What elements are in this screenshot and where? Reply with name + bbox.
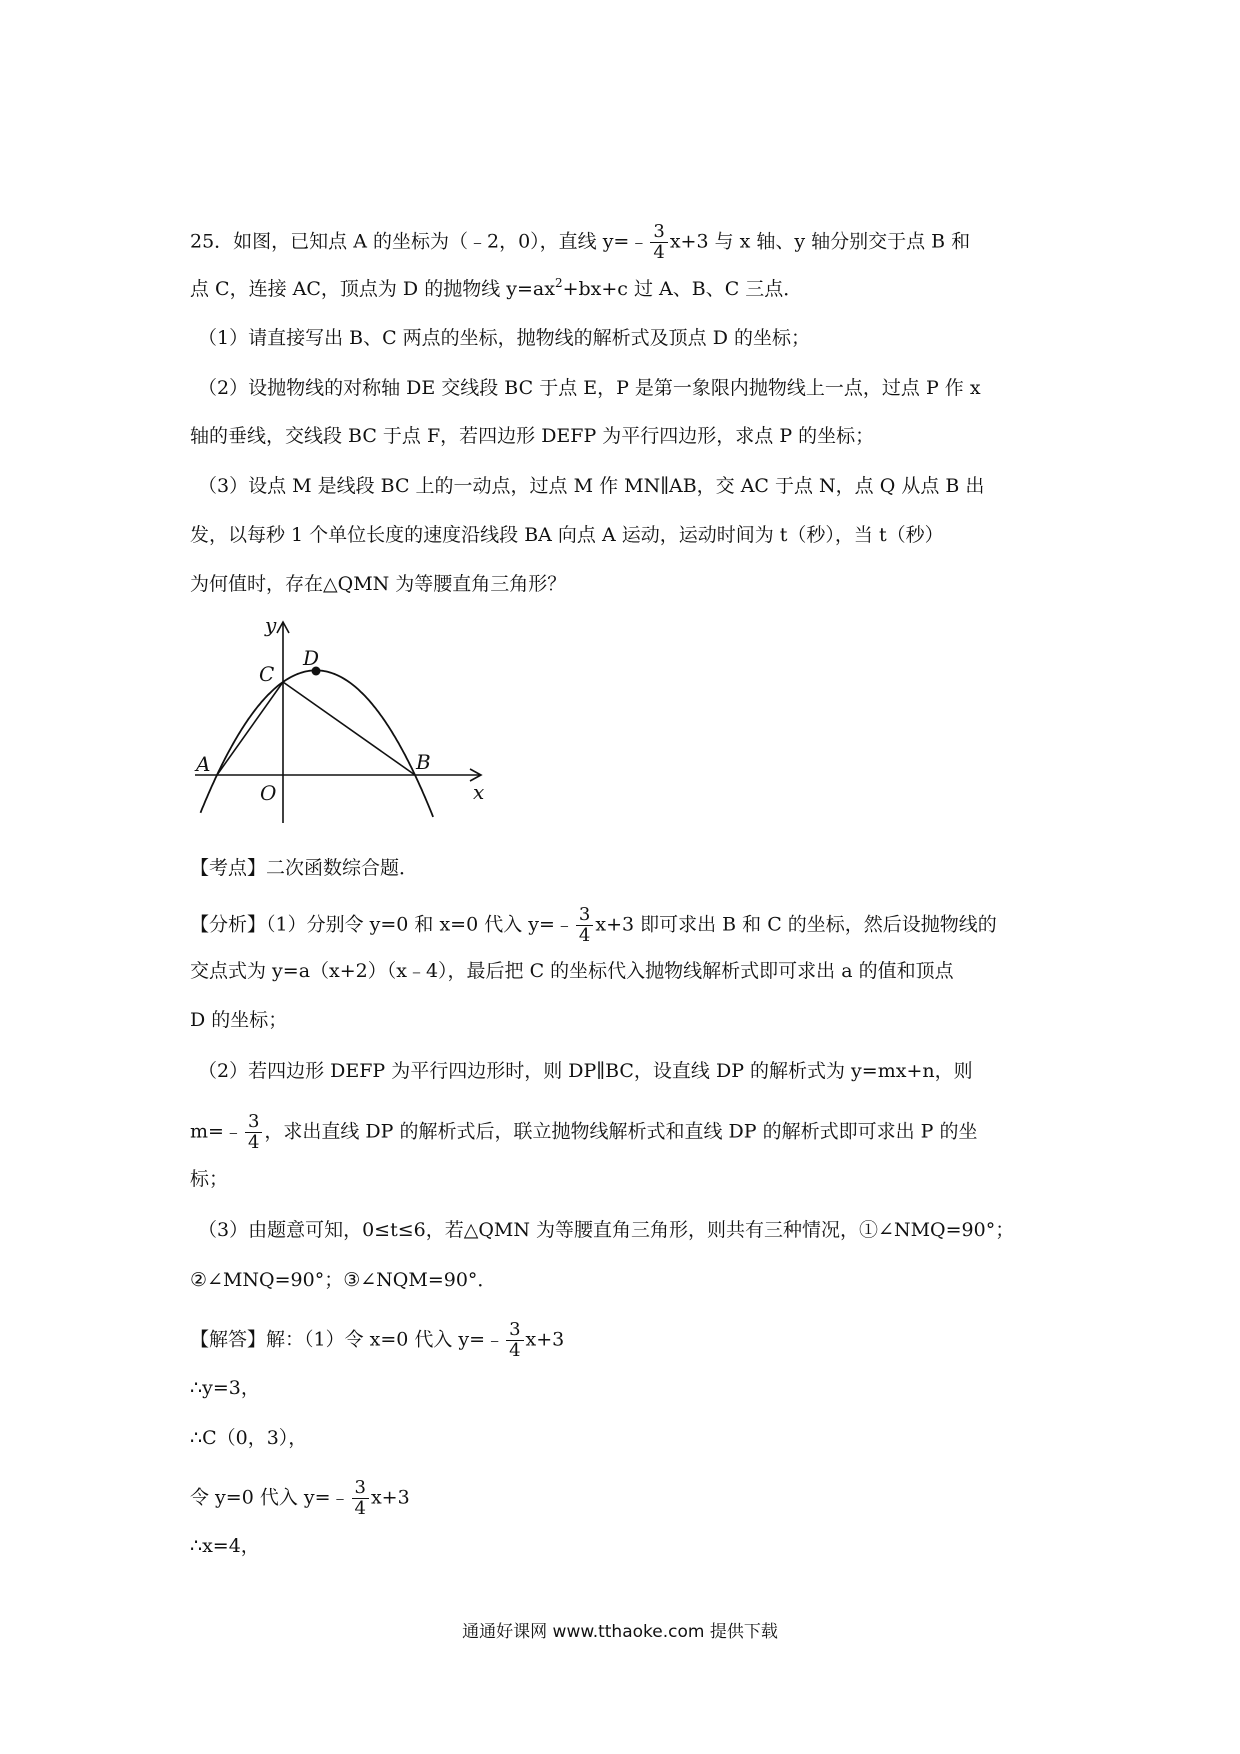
fraction: [576, 905, 593, 946]
analysis-line-8: ②∠MNQ=90°；③∠NQM=90°．: [190, 1269, 497, 1291]
solution-step-1: ∴y=3，: [190, 1377, 260, 1399]
fraction-numerator: 3: [352, 1478, 369, 1499]
fraction-denominator: 4: [578, 925, 591, 946]
problem-line-1: [190, 222, 970, 263]
solution-step-4: ∴x=4，: [190, 1535, 260, 1557]
fraction: [650, 222, 667, 263]
solution-text: x+3: [525, 1328, 565, 1351]
segment-BC: [283, 682, 415, 775]
label-C: C: [259, 662, 275, 686]
analysis-line-1: [190, 905, 997, 946]
question-3-line-3: 为何值时，存在△QMN 为等腰直角三角形？: [190, 573, 567, 595]
question-2-line-1: （2）设抛物线的对称轴 DE 交线段 BC 于点 E，P 是第一象限内抛物线上一点，过点 P 作 x: [198, 377, 981, 399]
problem-text: +bx+c 过 A、B、C 三点．: [562, 278, 803, 300]
fraction-denominator: 4: [354, 1498, 366, 1519]
solution-line-1: [190, 1320, 564, 1361]
solution-text: x+3: [370, 1486, 410, 1509]
problem-text: x+3 与 x 轴、y 轴分别交于点 B 和: [669, 230, 971, 253]
question-2-line-2: 轴的垂线，交线段 BC 于点 F，若四边形 DEFP 为平行四边形，求点 P 的坐标；: [190, 425, 875, 447]
analysis-line-2: 交点式为 y=a（x+2）（x﹣4），最后把 C 的坐标代入抛物线解析式即可求出 a 的值和顶点: [190, 960, 954, 982]
fraction: [245, 1112, 262, 1153]
label-A: A: [196, 752, 211, 776]
fraction-numerator: 3: [650, 222, 667, 243]
fraction: [352, 1478, 369, 1519]
analysis-text: ，求出直线 DP 的解析式后，联立抛物线解析式和直线 DP 的解析式即可求出 P 的坐: [264, 1120, 978, 1143]
superscript: 2: [554, 276, 563, 290]
fraction-denominator: 4: [509, 1340, 521, 1361]
solution-text: 令 y=0 代入 y=﹣: [190, 1486, 350, 1509]
label-x: x: [473, 780, 485, 804]
question-3-line-1: （3）设点 M 是线段 BC 上的一动点，过点 M 作 MN∥AB，交 AC 于点 N，点 Q 从点 B 出: [198, 475, 985, 497]
label-D: D: [303, 646, 320, 670]
page-footer: 通通好课网 www.tthaoke.com 提供下载: [462, 1622, 778, 1642]
problem-text: 25．如图，已知点 A 的坐标为（﹣2，0），直线 y=﹣: [190, 230, 649, 253]
problem-text: 点 C，连接 AC，顶点为 D 的抛物线 y=ax: [190, 278, 555, 300]
parabola-figure: [190, 615, 490, 825]
segment-AC: [217, 682, 283, 775]
analysis-line-3: D 的坐标；: [190, 1009, 288, 1031]
fraction: [506, 1320, 523, 1361]
fraction-numerator: 3: [245, 1112, 262, 1133]
label-B: B: [416, 750, 431, 774]
kaodian-line: 【考点】二次函数综合题．: [190, 857, 419, 879]
coordinate-diagram: [190, 615, 490, 825]
analysis-text: x+3 即可求出 B 和 C 的坐标，然后设抛物线的: [595, 913, 997, 936]
label-y: y: [265, 615, 277, 637]
analysis-line-6: 标；: [190, 1168, 229, 1190]
analysis-text: m=﹣: [190, 1120, 243, 1143]
fraction-denominator: 4: [653, 242, 665, 263]
solution-step-2: ∴C（0，3），: [190, 1427, 308, 1449]
solution-step-3: [190, 1478, 410, 1519]
analysis-line-4: （2）若四边形 DEFP 为平行四边形时，则 DP∥BC，设直线 DP 的解析式为 y=mx+n，则: [198, 1060, 973, 1082]
question-3-line-2: 发，以每秒 1 个单位长度的速度沿线段 BA 向点 A 运动，运动时间为 t（秒），当 t（秒）: [190, 524, 944, 546]
fraction-numerator: 3: [506, 1320, 523, 1341]
problem-line-2: [190, 276, 802, 302]
analysis-line-7: （3）由题意可知，0≤t≤6，若△QMN 为等腰直角三角形，则共有三种情况，①∠NMQ=90°；: [198, 1219, 1015, 1241]
fraction-numerator: 3: [576, 905, 593, 926]
question-1: （1）请直接写出 B、C 两点的坐标，抛物线的解析式及顶点 D 的坐标；: [198, 327, 810, 349]
fraction-denominator: 4: [247, 1132, 260, 1153]
label-O: O: [260, 781, 277, 805]
solution-text: 【解答】解：（1）令 x=0 代入 y=﹣: [190, 1328, 505, 1351]
analysis-text: 【分析】（1）分别令 y=0 和 x=0 代入 y=﹣: [190, 913, 574, 936]
parabola-curve: [201, 670, 434, 817]
analysis-line-5: [190, 1112, 977, 1153]
